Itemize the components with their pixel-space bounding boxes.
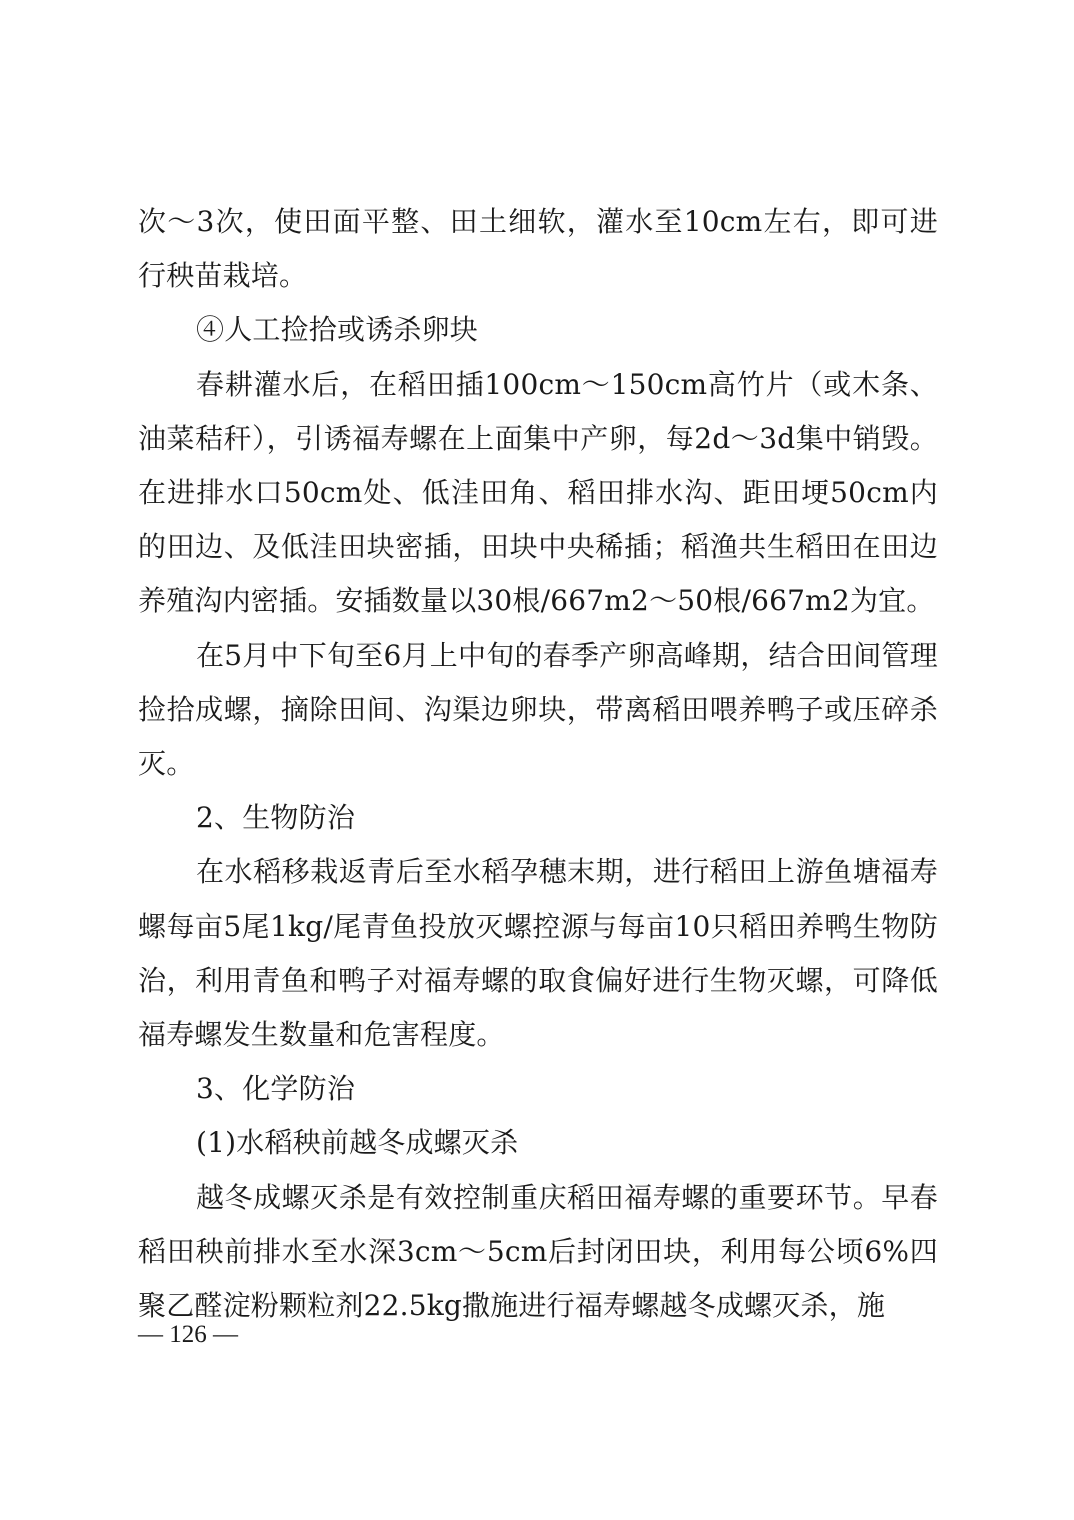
paragraph-4: 在5月中下旬至6月上中旬的春季产卵高峰期，结合田间管理捡拾成螺，摘除田间、沟渠边卵块，带离稻田喂养鸭子或压碎杀灭。 [138,638,938,781]
paragraph-6: 在水稻移栽返青后至水稻孕穗末期，进行稻田上游鱼塘福寿螺每亩5尾1kg/尾青鱼投放灭螺控源与每亩10只稻田养鸭生物防治，利用青鱼和鸭子对福寿螺的取食偏好进行生物灭螺，可降低福寿螺发生数量和危害程度。 [138,855,938,1052]
subsection-heading-1: (1)水稻秧前越冬成螺灭杀 [196,1126,519,1160]
section-heading-chemical: 3、化学防治 [196,1072,356,1106]
paragraph-3: 春耕灌水后，在稻田插100cm～150cm高竹片（或木条、油菜秸秆），引诱福寿螺在上面集中产卵，每2d～3d集中销毁。在进排水口50cm处、低洼田角、稻田排水沟、距田埂50cm内的田边、及低洼田块密插，田块中央稀插；稻渔共生稻田在田边养殖沟内密插。安插数量以30根/667m2～50根/667m2为宜。 [138,367,938,618]
paragraph-1: 次～3次，使田面平整、田土细软，灌水至10cm左右，即可进行秧苗栽培。 [138,205,938,293]
page-number: — 126 — [138,1321,238,1348]
paragraph-2-heading: ④人工捡拾或诱杀卵块 [196,313,479,347]
body-text [138,195,938,1333]
section-heading-biological: 2、生物防治 [196,801,356,835]
paragraph-9: 越冬成螺灭杀是有效控制重庆稻田福寿螺的重要环节。早春稻田秧前排水至水深3cm～5cm后封闭田块，利用每公顷6%四聚乙醛淀粉颗粒剂22.5kg撒施进行福寿螺越冬成螺灭杀，施 [138,1180,938,1323]
